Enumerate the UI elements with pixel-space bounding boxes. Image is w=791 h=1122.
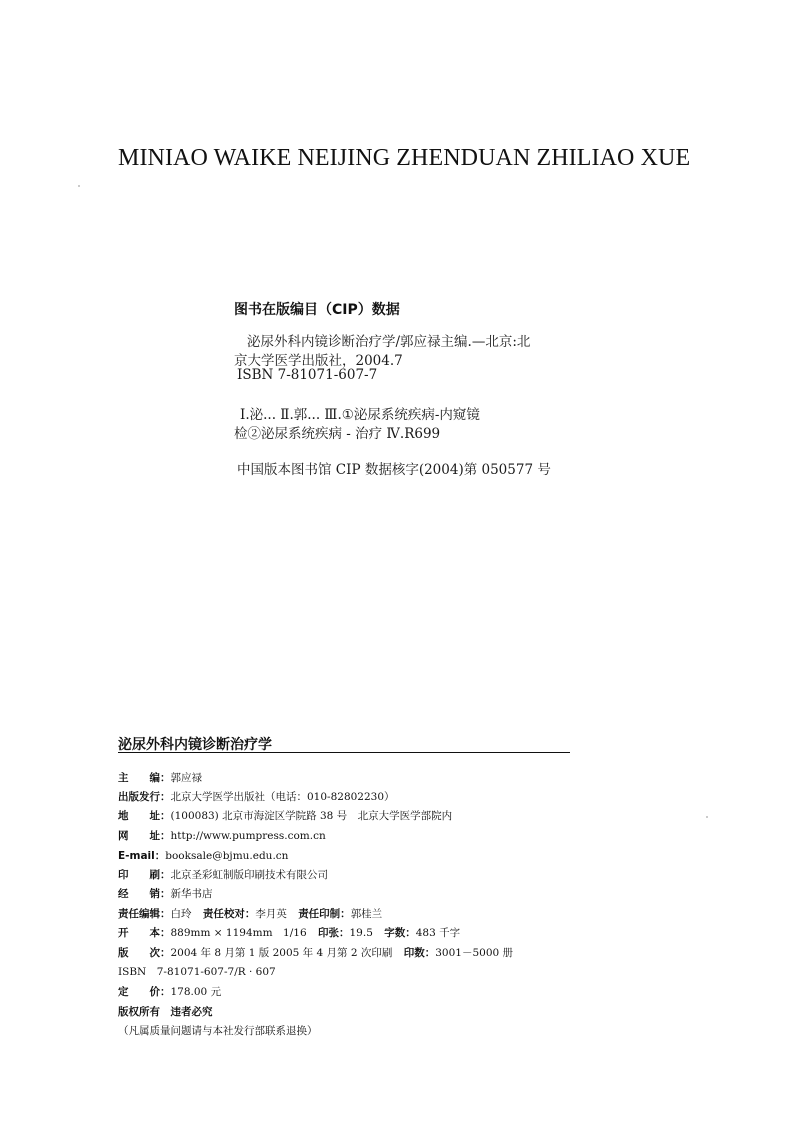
editor-row	[118, 770, 202, 785]
print-run-value: 3001－5000 册	[435, 947, 514, 959]
cip-heading: 图书在版编目（CIP）数据	[234, 302, 400, 318]
cip-line-isbn: ISBN 7-81071-607-7	[237, 367, 378, 383]
staff-row	[118, 906, 382, 921]
printer-row	[118, 867, 328, 882]
isbn-value: ISBN 7-81071-607-7/R · 607	[118, 966, 276, 978]
editor-value: 郭应禄	[170, 772, 202, 784]
price-value: 178.00 元	[170, 986, 222, 998]
print-run-label: 印数：	[403, 947, 436, 959]
cip-line-classification-1: Ⅰ.泌... Ⅱ.郭... Ⅲ.①泌尿系统疾病-内窥镜	[240, 407, 480, 423]
words-label: 字数：	[384, 927, 416, 939]
scan-speck	[706, 816, 708, 818]
email-value: booksale@bjmu.edu.cn	[165, 850, 289, 862]
isbn-row	[118, 964, 276, 979]
staff-editor-value: 白玲	[170, 908, 192, 920]
staff-print-manager-label: 责任印制：	[298, 908, 351, 920]
distributor-row	[118, 886, 213, 901]
staff-proofreader-value: 李月英	[255, 908, 287, 920]
sheets-label: 印张：	[318, 927, 350, 939]
publisher-row	[118, 789, 395, 804]
rights-label: 版权所有 违者必究	[118, 1006, 213, 1018]
cip-line-2: 京大学医学出版社，2004.7	[234, 353, 403, 369]
distributor-value: 新华书店	[170, 888, 213, 900]
notice-row	[118, 1023, 318, 1038]
email-label: E-mail：	[118, 850, 166, 862]
pinyin-title: MINIAO WAIKE NEIJING ZHENDUAN ZHILIAO XUE	[118, 145, 691, 171]
email-row	[118, 848, 288, 863]
printer-value: 北京圣彩虹制版印刷技术有限公司	[170, 869, 328, 881]
scan-speck	[78, 185, 80, 187]
address-value: (100083) 北京市海淀区学院路 38 号 北京大学医学部院内	[170, 810, 453, 822]
staff-editor-label: 责任编辑：	[118, 908, 171, 920]
edition-row	[118, 945, 513, 960]
book-title: 泌尿外科内镜诊断治疗学	[118, 737, 272, 753]
publisher-label: 出版发行：	[118, 791, 171, 803]
format-value: 889mm × 1194mm 1/16	[170, 927, 307, 939]
address-row	[118, 808, 452, 823]
price-label: 定 价：	[118, 986, 171, 998]
format-row	[118, 925, 460, 940]
rights-row	[118, 1004, 213, 1019]
price-row	[118, 984, 221, 999]
website-label: 网 址：	[118, 830, 171, 842]
cip-line-classification-2: 检②泌尿系统疾病 - 治疗 Ⅳ.R699	[234, 426, 441, 442]
edition-value: 2004 年 8 月第 1 版 2005 年 4 月第 2 次印刷	[170, 947, 393, 959]
words-value: 483 千字	[415, 927, 461, 939]
staff-proofreader-label: 责任校对：	[202, 908, 256, 920]
printer-label: 印 刷：	[118, 869, 171, 881]
website-value: http://www.pumpress.com.cn	[170, 830, 326, 842]
sheets-value: 19.5	[349, 927, 373, 939]
title-rule	[118, 752, 570, 753]
distributor-label: 经 销：	[118, 888, 171, 900]
notice-value: （凡属质量问题请与本社发行部联系退换）	[118, 1025, 318, 1037]
staff-print-manager-value: 郭桂兰	[350, 908, 383, 920]
website-row	[118, 828, 326, 843]
cip-line-1: 泌尿外科内镜诊断治疗学/郭应禄主编.—北京:北	[247, 334, 531, 350]
publisher-value: 北京大学医学出版社（电话：010-82802230）	[170, 791, 395, 803]
cip-line-record: 中国版本图书馆 CIP 数据核字(2004)第 050577 号	[237, 462, 551, 478]
format-label: 开 本：	[118, 927, 171, 939]
address-label: 地 址：	[118, 810, 171, 822]
editor-label: 主 编：	[118, 772, 171, 784]
edition-label: 版 次：	[118, 947, 171, 959]
